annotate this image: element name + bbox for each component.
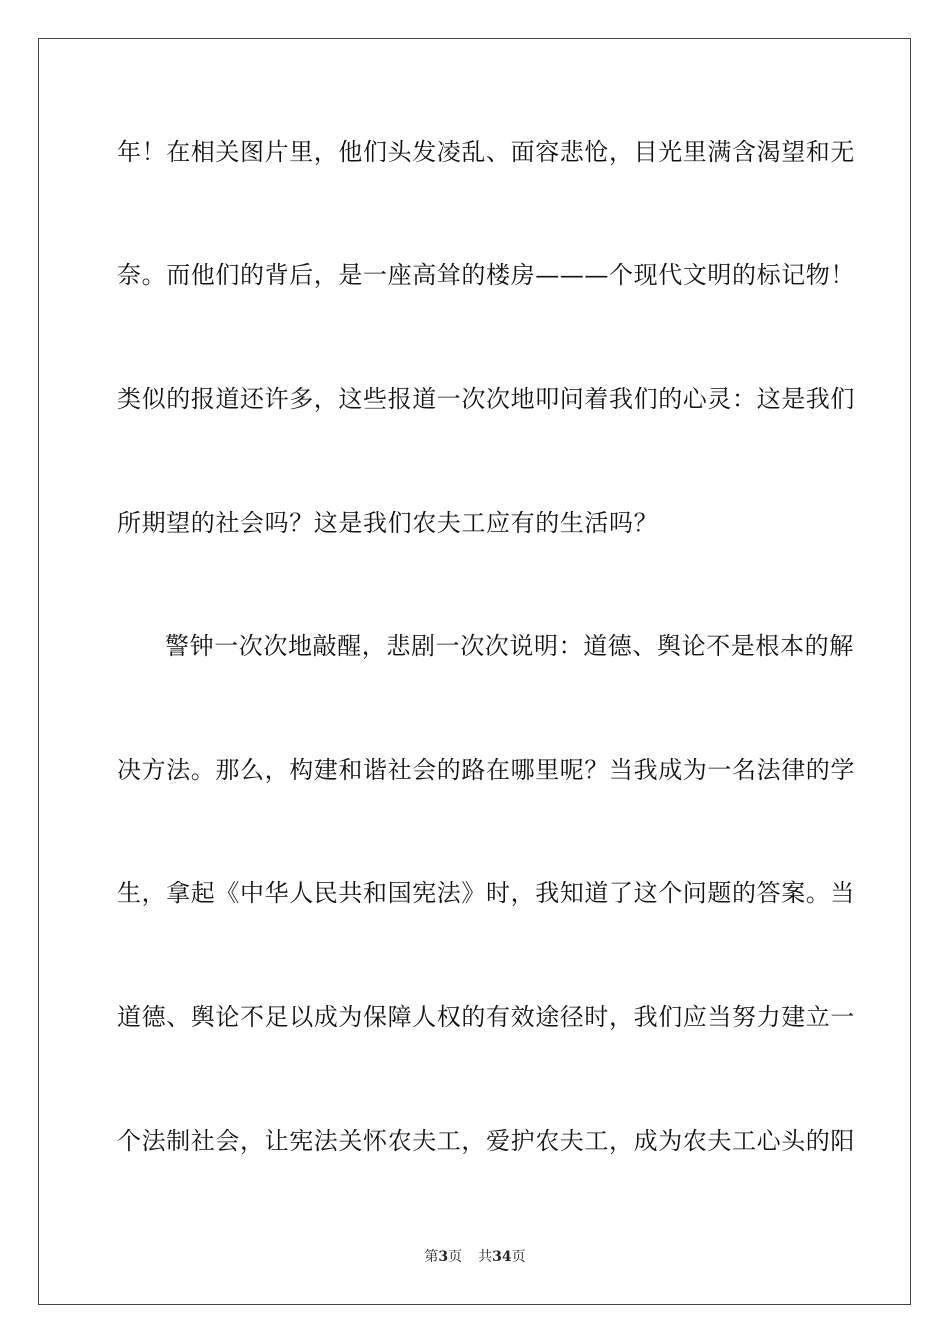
text-line-7: 生，拿起《中华人民共和国宪法》时，我知道了这个问题的答案。当 [117,879,855,907]
text-line-2: 奈。而他们的背后，是一座高耸的楼房———个现代文明的标记物！ [117,261,855,289]
text-line-8: 道德、舆论不足以成为保障人权的有效途径时，我们应当努力建立一 [117,1003,855,1031]
text-line-4: 所期望的社会吗？这是我们农夫工应有的生活吗？ [117,509,659,537]
text-line-1: 年！在相关图片里，他们头发凌乱、面容悲怆，目光里满含渴望和无 [117,138,855,166]
paragraph-start-line: 警钟一次次地敲醒，悲剧一次次说明：道德、舆论不是根本的解 [165,632,854,660]
text-line-3: 类似的报道还许多，这些报道一次次地叩问着我们的心灵：这是我们 [117,385,855,413]
page-number: 第3页 [424,1249,463,1265]
page-border [38,38,911,1305]
text-line-6: 决方法。那么，构建和谐社会的路在哪里呢？当我成为一名法律的学 [117,756,855,784]
page-footer [0,1248,950,1266]
text-line-9: 个法制社会，让宪法关怀农夫工，爱护农夫工，成为农夫工心头的阳 [117,1127,855,1155]
page-total: 共34页 [478,1249,526,1265]
